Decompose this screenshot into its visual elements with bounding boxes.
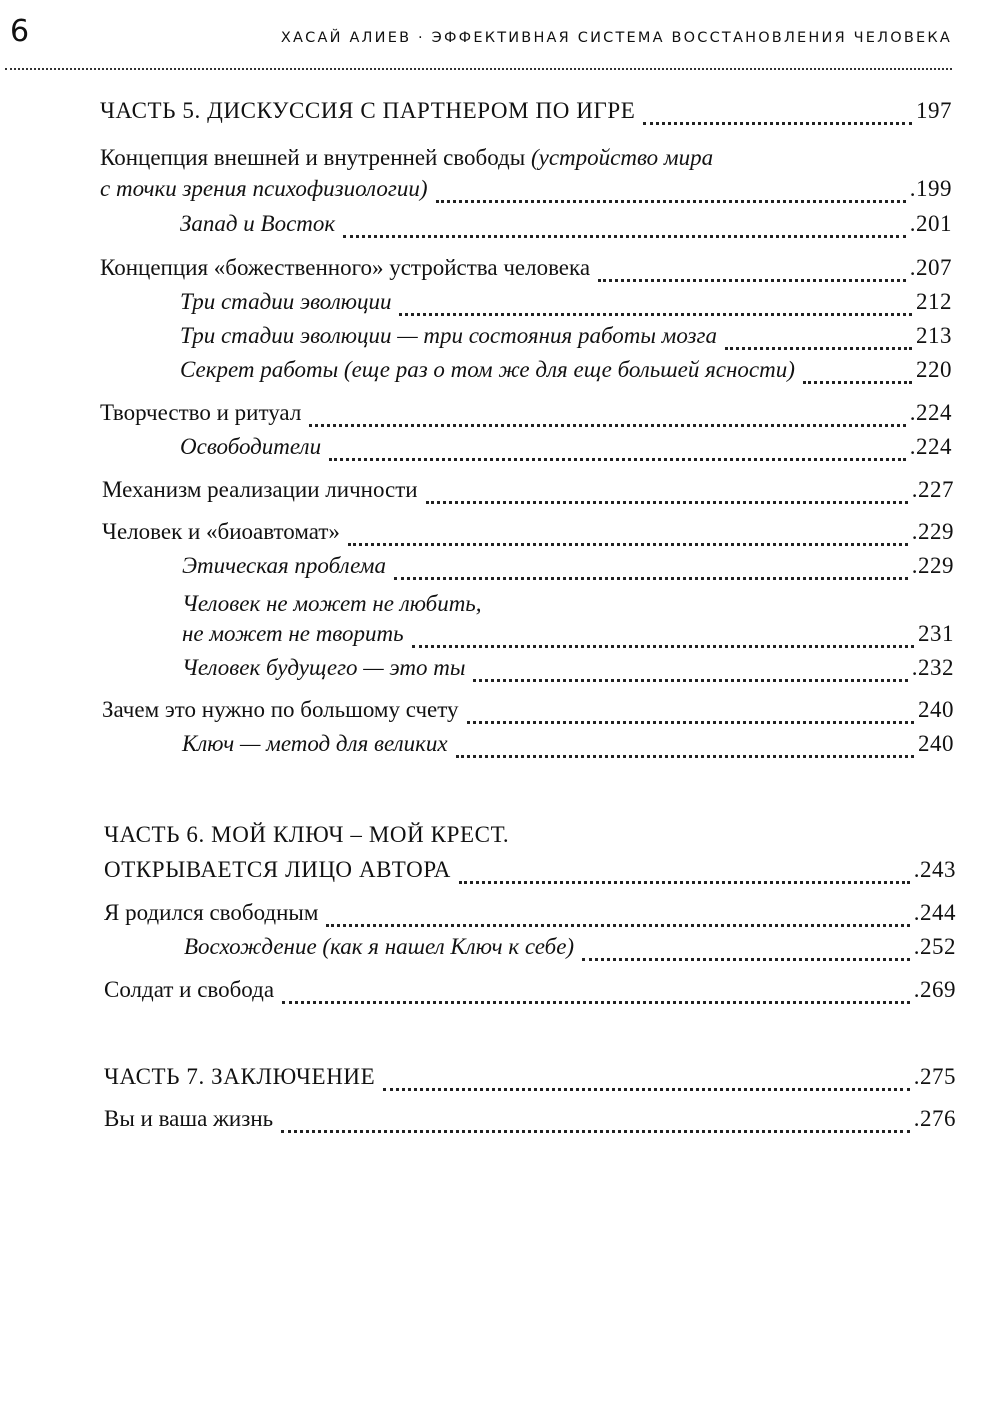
toc-entry-page: 212: [916, 289, 952, 314]
dot-leader: [643, 120, 912, 125]
toc-entry-page: .227: [911, 477, 954, 502]
toc-entry-title: Этическая проблема: [182, 553, 386, 578]
dot-leader: [803, 379, 912, 384]
dot-leader: [412, 643, 914, 648]
toc-entry-title: Зачем это нужно по большому счету: [102, 697, 459, 722]
toc-entry-page: .275: [913, 1064, 956, 1089]
toc-entry-title-italic: (устройство мира: [530, 145, 714, 170]
toc-entry-title: Солдат и свобода: [104, 977, 275, 1002]
dot-leader: [343, 233, 906, 238]
dot-leader: [394, 575, 908, 580]
toc-entry-title: Восхождение (как я нашел Ключ к себе): [184, 934, 575, 959]
toc-entry-title: Запад и Восток: [180, 211, 336, 236]
toc-entry-title: Три стадии эволюции: [180, 289, 392, 314]
toc-entry-title: ЧАСТЬ 5. ДИСКУССИЯ С ПАРТНЕРОМ ПО ИГРЕ: [100, 98, 636, 123]
dot-leader: [426, 499, 908, 504]
toc-entry-you-and-your-life: [0, 1106, 956, 1142]
dot-leader: [282, 999, 910, 1004]
toc-entry-page: 220: [916, 357, 952, 382]
toc-entry-page: .244: [913, 900, 956, 925]
toc-entry-three-stages-brain: [0, 323, 952, 359]
toc-entry-west-east: [0, 211, 952, 247]
dot-leader: [399, 311, 912, 316]
toc-entry-page: .229: [911, 519, 954, 544]
page-number: 6: [10, 14, 30, 49]
toc-entry-cannot-not-love-line1: Человек не может не любить,: [182, 591, 482, 616]
toc-entry-work-secret: [0, 357, 952, 393]
page-header: [0, 0, 1000, 74]
toc-entry-page: .243: [913, 857, 956, 882]
toc-entry-page: 240: [918, 697, 954, 722]
toc-entry-soldier-freedom: [0, 977, 956, 1013]
toc-entry-title: не может не творить: [182, 621, 404, 646]
toc-entry-part-7: [0, 1064, 956, 1100]
toc-entry-page: .252: [913, 934, 956, 959]
toc-entry-human-bioautomaton: [0, 519, 954, 555]
toc-entry-part-5: [0, 98, 952, 134]
toc-entry-three-stages: [0, 289, 952, 325]
toc-entry-page: 231: [918, 621, 954, 646]
toc-entry-page: .201: [909, 211, 952, 236]
dot-leader: [598, 277, 906, 282]
dot-leader: [473, 677, 907, 682]
toc-entry-title: Ключ — метод для великих: [182, 731, 448, 756]
toc-entry-cannot-not-love-line2: [0, 621, 954, 657]
toc-entry-title: с точки зрения психофизиологии): [100, 176, 428, 201]
toc-entry-part-6-line1: ЧАСТЬ 6. МОЙ КЛЮЧ – МОЙ КРЕСТ.: [104, 822, 510, 847]
toc-entry-personality-mechanism: [0, 477, 954, 513]
toc-entry-born-free: [0, 900, 956, 936]
toc-entry-title: Я родился свободным: [104, 900, 319, 925]
toc-entry-page: .229: [911, 553, 954, 578]
toc-entry-page: 197: [916, 98, 952, 123]
toc-entry-freedom-concept-line2: [0, 176, 952, 212]
toc-entry-freedom-concept-line1: [100, 145, 713, 171]
toc-entry-creativity-ritual: [0, 400, 952, 436]
dot-leader: [348, 541, 908, 546]
dot-leader: [436, 198, 906, 203]
toc-entry-title: Концепция «божественного» устройства человека: [100, 255, 591, 280]
toc-entry-ascension: [0, 934, 956, 970]
toc-entry-key-method: [0, 731, 954, 767]
dot-leader: [281, 1128, 910, 1133]
toc-entry-page: .269: [913, 977, 956, 1002]
dot-leader: [309, 422, 905, 427]
dot-leader: [383, 1086, 909, 1091]
toc-entry-title: Освободители: [180, 434, 322, 459]
running-head: ХАСАЙ АЛИЕВ · ЭФФЕКТИВНАЯ СИСТЕМА ВОССТАНОВЛЕНИЯ ЧЕЛОВЕКА: [280, 30, 952, 46]
header-dotted-rule: [5, 68, 952, 70]
toc-entry-page: .224: [909, 400, 952, 425]
dot-leader: [329, 456, 906, 461]
toc-entry-page: .276: [913, 1106, 956, 1131]
toc-entry-title: Механизм реализации личности: [102, 477, 418, 502]
toc-entry-title: Секрет работы (еще раз о том же для еще большей ясности): [180, 357, 795, 382]
toc-entry-divine-structure: [0, 255, 952, 291]
dot-leader: [459, 879, 910, 884]
toc-entry-title: Творчество и ритуал: [100, 400, 302, 425]
toc-entry-page: 213: [916, 323, 952, 348]
toc-entry-part-6-line2: [0, 857, 956, 893]
dot-leader: [456, 753, 914, 758]
toc-entry-future-human: [0, 655, 954, 691]
toc-entry-title: Человек будущего — это ты: [182, 655, 466, 680]
toc-entry-page: .224: [909, 434, 952, 459]
toc-entry-why-needed: [0, 697, 954, 733]
toc-entry-title: Три стадии эволюции — три состояния работы мозга: [180, 323, 717, 348]
toc-entry-title: ОТКРЫВАЕТСЯ ЛИЦО АВТОРА: [104, 857, 452, 882]
toc-entry-page: .232: [911, 655, 954, 680]
toc-entry-title: Концепция внешней и внутренней свободы: [100, 145, 531, 170]
toc-entry-title: ЧАСТЬ 7. ЗАКЛЮЧЕНИЕ: [104, 1064, 376, 1089]
dot-leader: [326, 922, 909, 927]
dot-leader: [725, 345, 912, 350]
toc-entry-title: Человек и «биоавтомат»: [102, 519, 340, 544]
toc-entry-page: 240: [918, 731, 954, 756]
toc-entry-ethical-problem: [0, 553, 954, 589]
toc-entry-liberators: [0, 434, 952, 470]
toc-entry-page: .207: [909, 255, 952, 280]
dot-leader: [467, 719, 915, 724]
dot-leader: [582, 956, 910, 961]
toc-entry-title: Вы и ваша жизнь: [104, 1106, 274, 1131]
toc-entry-page: .199: [909, 176, 952, 201]
